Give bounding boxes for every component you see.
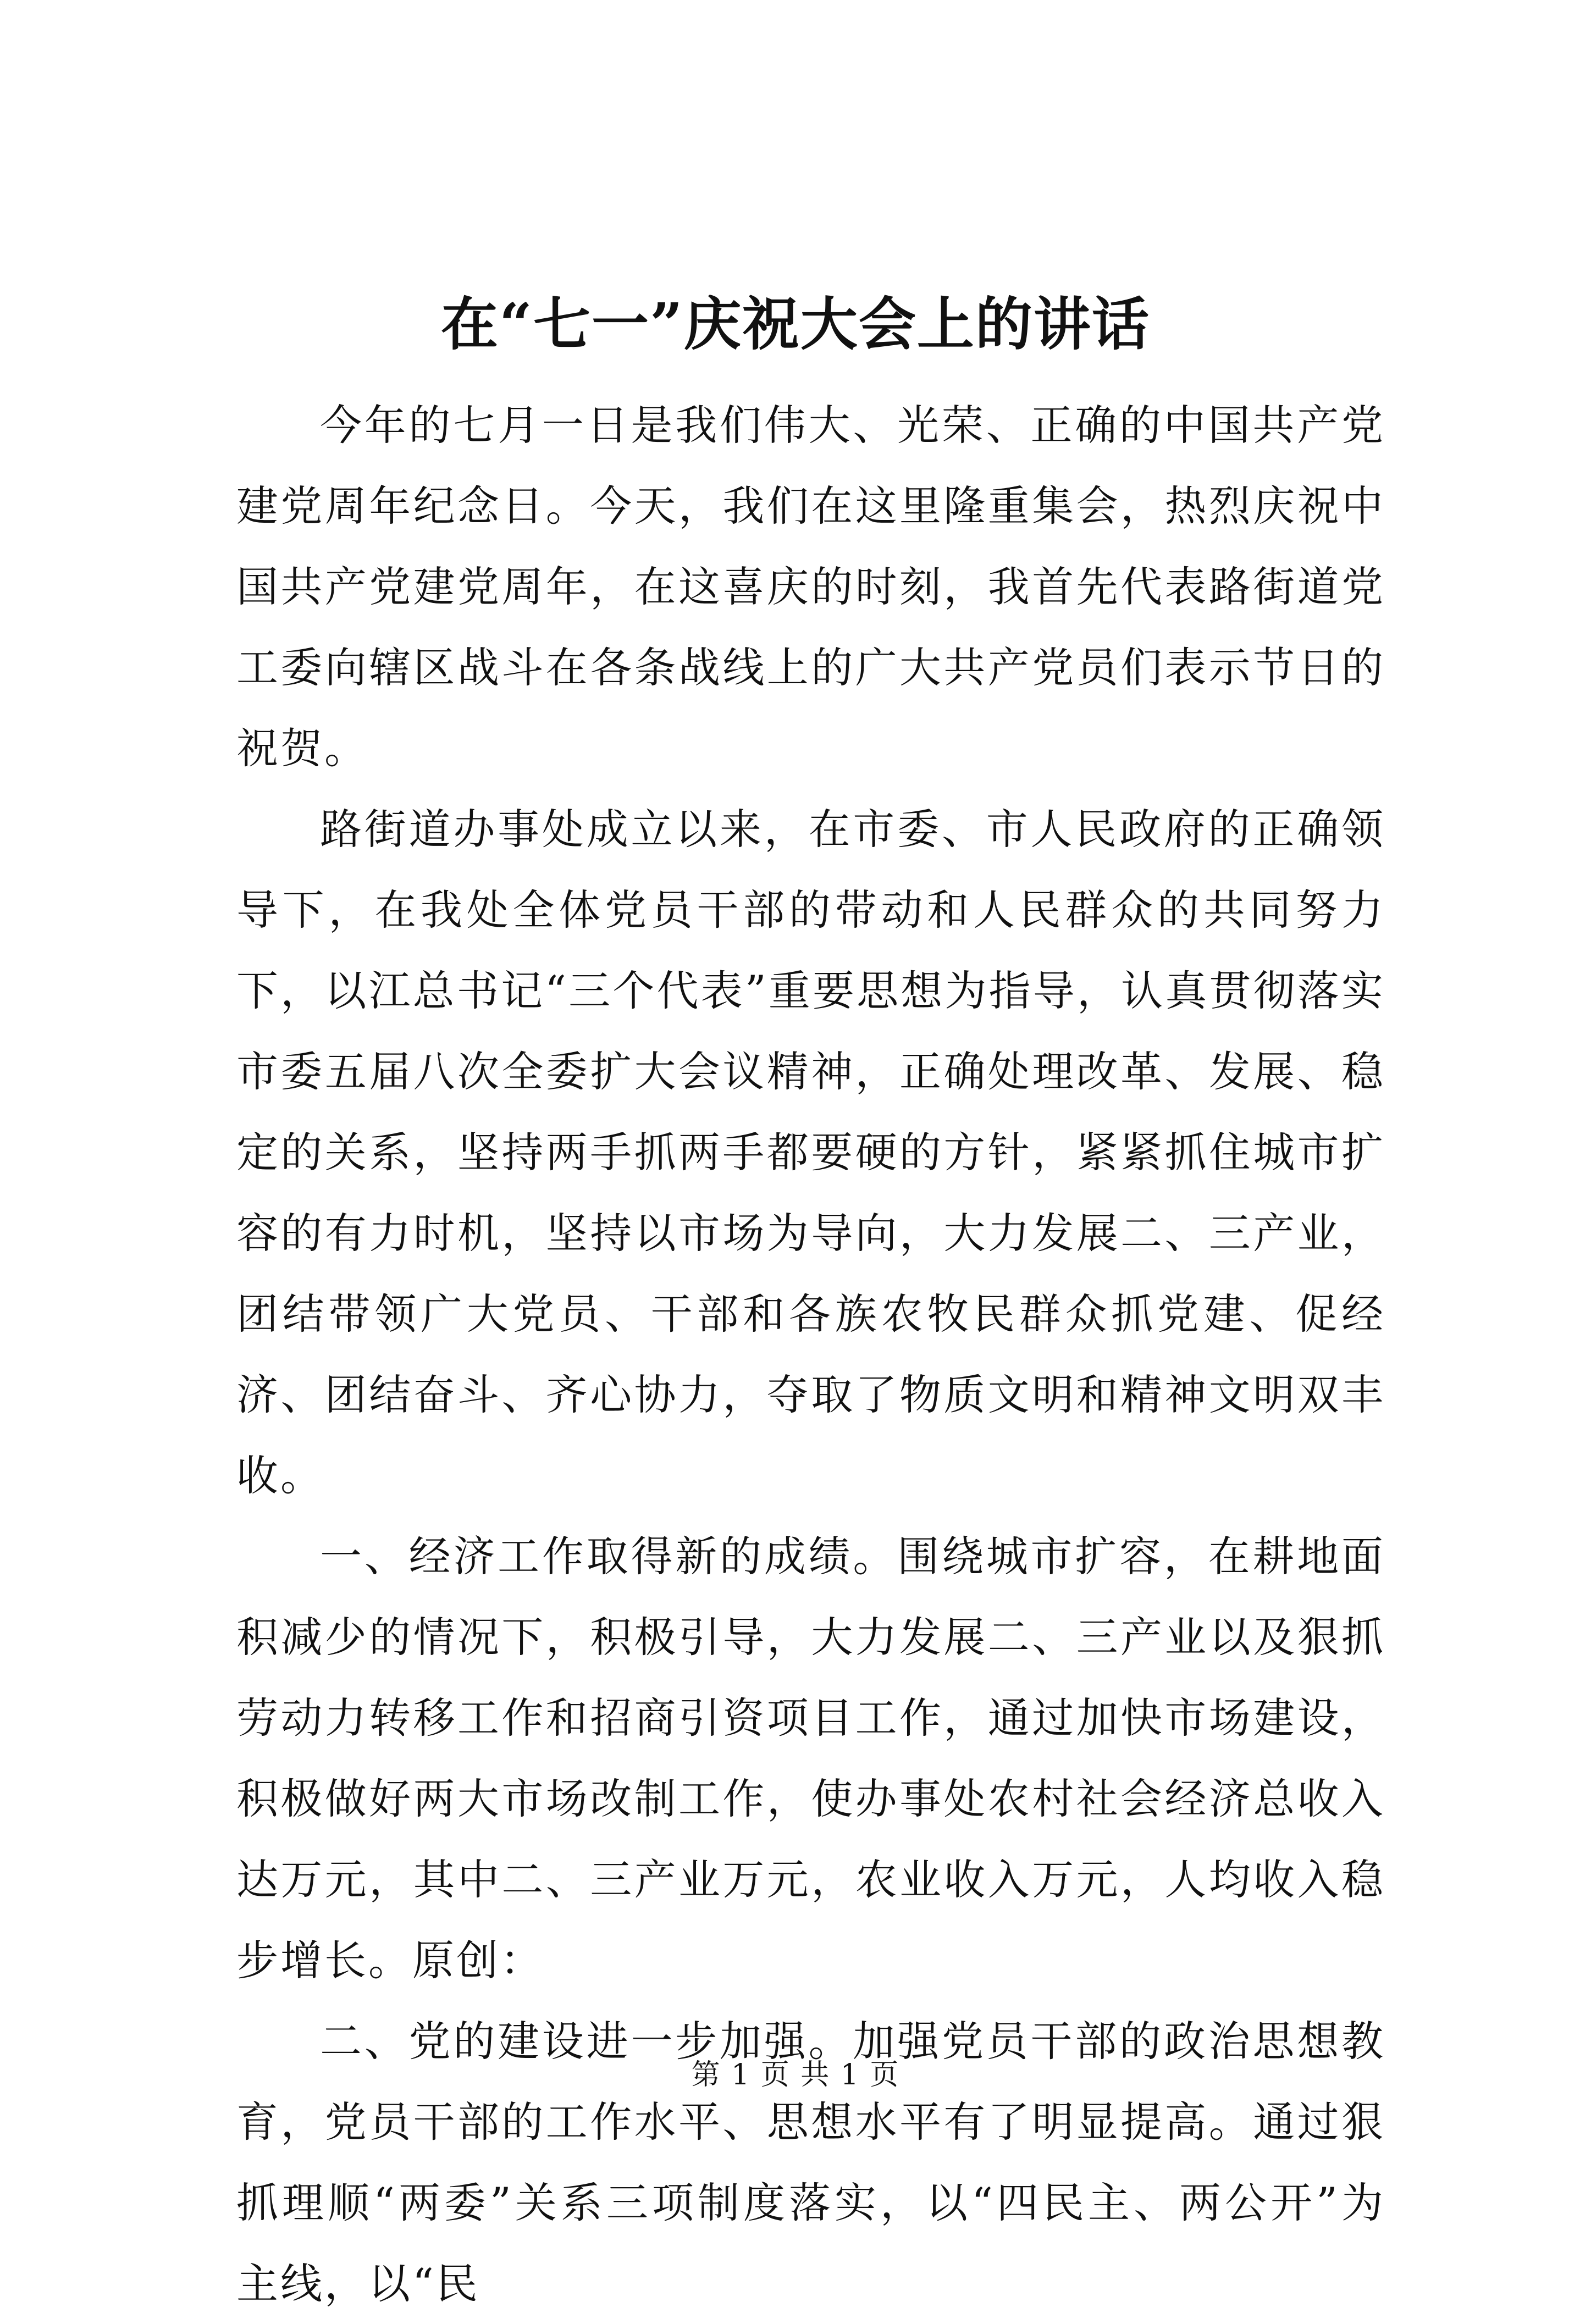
page-title: 在“七一”庆祝大会上的讲话: [441, 290, 1150, 358]
document-body: [236, 385, 1385, 2324]
paragraph-achievements: 路街道办事处成立以来，在市委、市人民政府的正确领导下，在我处全体党员干部的带动和人民群众的共同努力下，以江总书记“三个代表”重要思想为指导，认真贯彻落实市委五届八次全委扩大会议精神，正确处理改革、发展、稳定的关系，坚持两手抓两手都要硬的方针，紧紧抓住城市扩容的有力时机，坚持以市场为导向，大力发展二、三产业，团结带领广大党员、干部和各族农牧民群众抓党建、促经济、团结奋斗、齐心协力，夺取了物质文明和精神文明双丰收。: [236, 805, 1385, 1500]
paragraph-economy: 一、经济工作取得新的成绩。围绕城市扩容，在耕地面积减少的情况下，积极引导，大力发展二、三产业以及狠抓劳动力转移工作和招商引资项目工作，通过加快市场建设，积极做好两大市场改制工作，使办事处农村社会经济总收入达万元，其中二、三产业万元，农业收入万元，人均收入稳步增长。原创：: [236, 1532, 1385, 1985]
paragraph-intro: 今年的七月一日是我们伟大、光荣、正确的中国共产党建党周年纪念日。今天，我们在这里隆重集会，热烈庆祝中国共产党建党周年，在这喜庆的时刻，我首先代表路街道党工委向辖区战斗在各条战线上的广大共产党员们表示节日的祝贺。: [236, 401, 1385, 773]
paragraph-party-building: 二、党的建设进一步加强。加强党员干部的政治思想教育，党员干部的工作水平、思想水平有了明显提高。通过狠抓理顺“两委”关系三项制度落实，以“四民主、两公开”为主线，以“民: [236, 2017, 1385, 2308]
page-number-footer: 第 1 页 共 1 页: [691, 2059, 900, 2091]
